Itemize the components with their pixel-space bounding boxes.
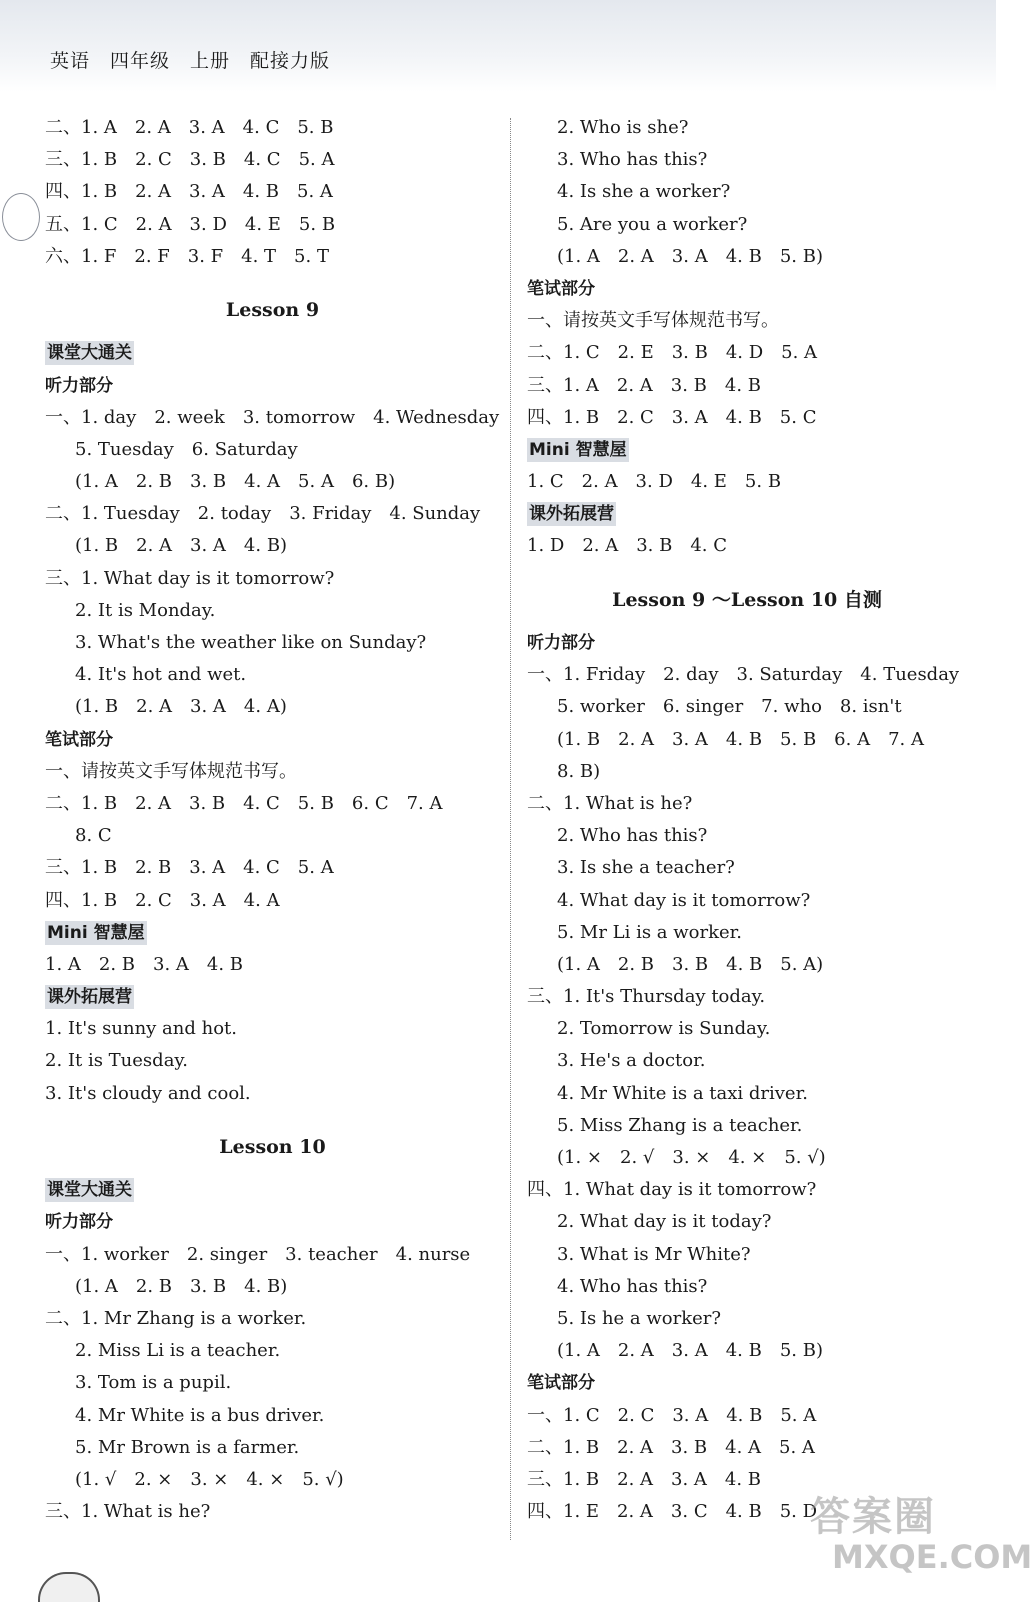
answer-line: 二、1. Mr Zhang is a worker. [45, 1307, 307, 1329]
answer-line: 3. What is Mr White? [557, 1243, 751, 1265]
answer-line: 1. D 2. A 3. B 4. C [527, 535, 728, 557]
answer-line: 三、1. A 2. A 3. B 4. B [527, 374, 762, 396]
answer-line: 五、1. C 2. A 3. D 4. E 5. B [45, 213, 336, 235]
answer-line: 2. It is Monday. [75, 599, 216, 621]
section-tag-label: Mini 智慧屋 [47, 922, 145, 943]
answer-line: (1. A 2. B 3. B 4. B 5. A) [557, 953, 824, 975]
answer-line: 5. worker 6. singer 7. who 8. isn't [557, 696, 902, 718]
lesson-heading: Lesson 9 ～Lesson 10 自测 [612, 588, 882, 611]
section-tag-label: 课外拓展营 [529, 504, 614, 525]
watermark-url: MXQE.COM [832, 1538, 1032, 1576]
answer-line: 1. It's sunny and hot. [45, 1018, 238, 1040]
section-tag [527, 434, 967, 466]
answer-line: 4. Who has this? [557, 1275, 708, 1297]
answer-line: 四、1. E 2. A 3. C 4. B 5. D [527, 1501, 818, 1523]
answer-line: 4. Mr White is a bus driver. [75, 1404, 325, 1426]
answer-line: 4. What day is it tomorrow? [557, 889, 811, 911]
answer-line: 3. Tom is a pupil. [75, 1372, 232, 1394]
column-divider [510, 118, 511, 1540]
section-tag [45, 917, 500, 949]
answer-line: 二、1. A 2. A 3. A 4. C 5. B [45, 117, 334, 138]
answer-line: 三、1. It's Thursday today. [527, 986, 766, 1008]
left-column [45, 112, 500, 1528]
answer-line: 5. Is he a worker? [557, 1307, 722, 1329]
answer-line: 四、1. What day is it tomorrow? [527, 1179, 817, 1201]
section-tag [45, 337, 500, 369]
answer-line: 3. What's the weather like on Sunday? [75, 632, 427, 654]
answer-line: 三、1. B 2. C 3. B 4. C 5. A [45, 149, 335, 171]
answer-line: 2. What day is it today? [557, 1211, 772, 1233]
answer-line: 4. It's hot and wet. [75, 664, 247, 686]
answer-line: 5. Are you a worker? [557, 213, 748, 235]
answer-line: 一、请按英文手写体规范书写。 [527, 310, 779, 332]
section-subheading: 听力部分 [45, 1212, 113, 1233]
answer-line: 2. Who has this? [557, 825, 708, 847]
section-tag [45, 981, 500, 1013]
page-number-icon [38, 1572, 100, 1602]
answer-line: 一、1. C 2. C 3. A 4. B 5. A [527, 1404, 817, 1426]
answer-line: (1. B 2. A 3. A 4. A) [75, 696, 287, 718]
answer-line: (1. × 2. √ 3. × 4. × 5. √) [557, 1147, 826, 1169]
section-tag-label: 课堂大通关 [47, 343, 132, 364]
answer-line: 四、1. B 2. C 3. A 4. A [45, 889, 280, 911]
stamp-icon [2, 193, 40, 241]
right-column [527, 112, 967, 1528]
answer-line: 一、1. worker 2. singer 3. teacher 4. nurse [45, 1243, 471, 1265]
answer-line: 5. Miss Zhang is a teacher. [557, 1114, 803, 1136]
answer-line: 三、1. What day is it tomorrow? [45, 567, 335, 589]
answer-line: 三、1. B 2. A 3. A 4. B [527, 1468, 762, 1490]
answer-line: 三、1. B 2. B 3. A 4. C 5. A [45, 857, 334, 879]
answer-line: 四、1. B 2. C 3. A 4. B 5. C [527, 406, 817, 428]
section-tag-label: 课堂大通关 [47, 1180, 132, 1201]
answer-line: (1. B 2. A 3. A 4. B 5. B 6. A 7. A [557, 728, 924, 750]
section-subheading: 笔试部分 [45, 729, 113, 750]
lesson-heading: Lesson 10 [219, 1135, 326, 1158]
section-subheading: 听力部分 [45, 375, 113, 396]
section-subheading: 笔试部分 [527, 278, 595, 299]
answer-line: 5. Mr Brown is a farmer. [75, 1436, 300, 1458]
answer-line: 8. C [75, 825, 112, 847]
answer-line: 2. It is Tuesday. [45, 1050, 188, 1072]
answer-line: 2. Tomorrow is Sunday. [557, 1018, 771, 1040]
answer-line: 8. B) [557, 760, 601, 782]
answer-line: 2. Who is she? [557, 117, 689, 138]
answer-line: (1. A 2. B 3. B 4. B) [75, 1275, 288, 1297]
section-tag [45, 1174, 500, 1206]
lesson-heading: Lesson 9 [225, 298, 320, 321]
answer-line: 3. Who has this? [557, 149, 708, 171]
answer-line: 4. Mr White is a taxi driver. [557, 1082, 808, 1104]
answer-line: 一、1. day 2. week 3. tomorrow 4. Wednesday [45, 406, 500, 428]
answer-line: 5. Mr Li is a worker. [557, 921, 743, 943]
answer-line: 4. Is she a worker? [557, 181, 731, 203]
answer-line: 二、1. Tuesday 2. today 3. Friday 4. Sunday [45, 503, 481, 525]
answer-line: 二、1. B 2. A 3. B 4. A 5. A [527, 1436, 815, 1458]
answer-line: (1. √ 2. × 3. × 4. × 5. √) [75, 1468, 344, 1490]
answer-line: (1. A 2. B 3. B 4. A 5. A 6. B) [75, 471, 396, 493]
answer-line: 二、1. B 2. A 3. B 4. C 5. B 6. C 7. A [45, 792, 443, 814]
answer-line: 一、请按英文手写体规范书写。 [45, 760, 297, 782]
answer-line: 一、1. Friday 2. day 3. Saturday 4. Tuesday [527, 664, 960, 686]
answer-line: (1. A 2. A 3. A 4. B 5. B) [557, 1340, 823, 1362]
answer-line: 二、1. What is he? [527, 792, 693, 814]
section-subheading: 笔试部分 [527, 1373, 595, 1394]
answer-line: 5. Tuesday 6. Saturday [75, 438, 298, 460]
answer-line: 四、1. B 2. A 3. A 4. B 5. A [45, 181, 333, 203]
watermark-logo: 答案圈 [810, 1494, 936, 1540]
answer-line: (1. A 2. A 3. A 4. B 5. B) [557, 245, 823, 267]
answer-line: (1. B 2. A 3. A 4. B) [75, 535, 288, 557]
section-tag-label: 课外拓展营 [47, 987, 132, 1008]
answer-line: 2. Miss Li is a teacher. [75, 1340, 281, 1362]
answer-line: 二、1. C 2. E 3. B 4. D 5. A [527, 342, 818, 364]
answer-line: 1. C 2. A 3. D 4. E 5. B [527, 471, 782, 493]
section-tag [527, 498, 967, 530]
answer-line: 六、1. F 2. F 3. F 4. T 5. T [45, 245, 329, 267]
answer-line: 3. He's a doctor. [557, 1050, 706, 1072]
answer-line: 3. Is she a teacher? [557, 857, 735, 879]
section-tag-label: Mini 智慧屋 [529, 439, 627, 460]
answer-line: 1. A 2. B 3. A 4. B [45, 953, 244, 975]
answer-line: 三、1. What is he? [45, 1501, 211, 1523]
answer-line: 3. It's cloudy and cool. [45, 1082, 251, 1104]
section-subheading: 听力部分 [527, 633, 595, 654]
page-header: 英语 四年级 上册 配接力版 [50, 50, 331, 72]
